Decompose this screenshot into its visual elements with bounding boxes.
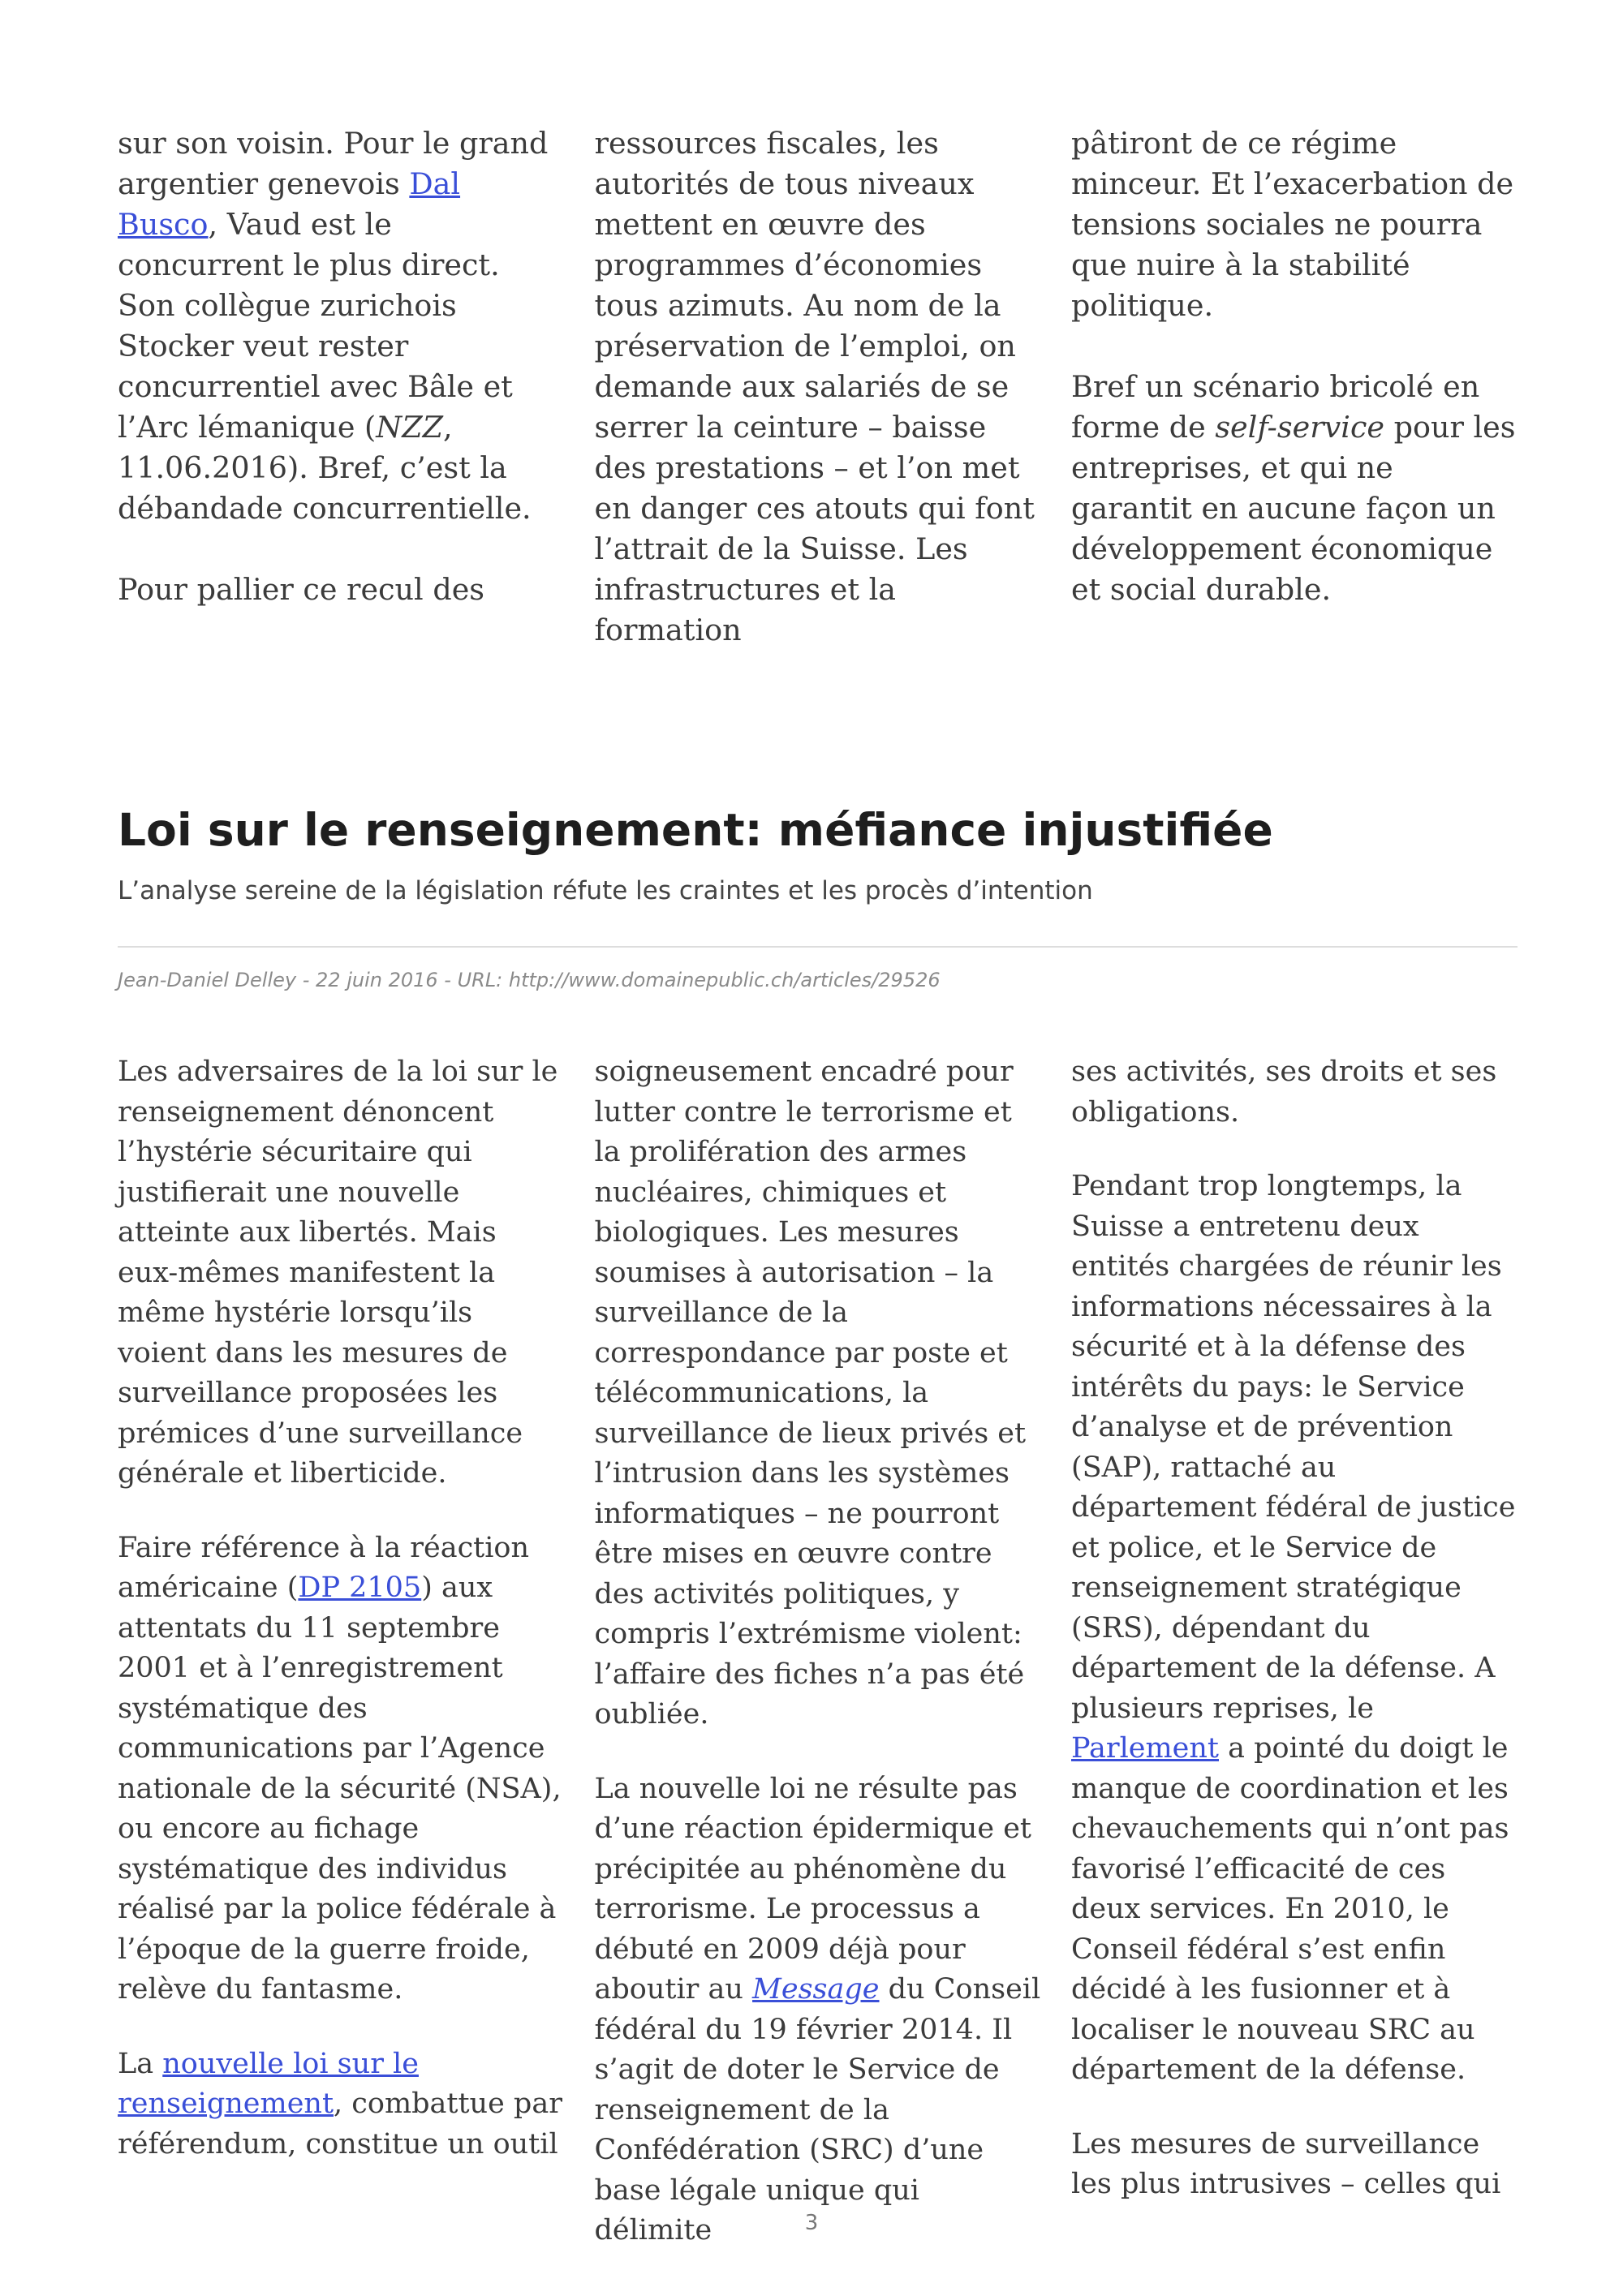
paragraph: Les mesures de surveillance les plus intrusives – celles qui [1071,2127,1501,2200]
text-column-1 [118,123,564,651]
link-dal-busco[interactable]: Dal Busco [118,166,461,242]
text-column-3 [1071,123,1518,651]
paragraph: ressources fiscales, les autorités de tous niveaux mettent en œuvre des programmes d’économies tous azimuts. Au nom de la préservation de l’emploi, on demande aux salariés de se serrer la ceinture – baisse des prestations – et l’on met en danger ces atouts qui font l’attrait de la Suisse. Les infrastructures et la formation [594,126,1035,647]
paragraph: ses activités, ses droits et ses obligations. [1071,1056,1497,1129]
divider [118,946,1518,948]
paragraph: Faire référence à la réaction américaine (DP 2105) aux attentats du 11 septembre 2001 et à l’enregistrement systématique des communications par l’Agence nationale de la sécurité (NSA), ou encore au fichage systématique des individus réalisé par la police fédérale à l’époque de la guerre froide, relève du fantasme. [118,1531,562,2006]
link-nouvelle-loi[interactable]: nouvelle loi sur le renseignement [118,2047,419,2120]
paragraph: La nouvelle loi sur le renseignement, combattue par référendum, constitue un outil [118,2047,562,2161]
text-column-1 [118,1052,564,2285]
emphasis: self-service [1215,410,1384,445]
article-body [118,1052,1518,2285]
paragraph: soigneusement encadré pour lutter contre le terrorisme et la prolifération des armes nucléaires, chimiques et biologiques. Les mesures soumises à autorisation – la surveillance de la correspondance par poste et télécommunications, la surveillance de lieux privés et l’intrusion dans les systèmes informatiques – ne pourront être mises en œuvre contre des activités politiques, y compris l’extrémisme violent: l’affaire des fiches n’a pas été oubliée. [594,1056,1027,1731]
article-title: Loi sur le renseignement: méfiance injustifiée [118,804,1273,856]
link-dp-2105[interactable]: DP 2105 [298,1572,422,1604]
paragraph: Pendant trop longtemps, la Suisse a entretenu deux entités chargées de réunir les informations nécessaires à la sécurité et à la défense des intérêts du pays: le Service d’analyse et de prévention (SAP), rattaché au département fédéral de justice et police, et le Service de renseignement stratégique (SRS), dépendant du département de la défense. A plusieurs reprises, le Parlement a pointé du doigt le manque de coordination et les chevauchements qui n’ont pas favorisé l’efficacité de ces deux services. En 2010, le Conseil fédéral s’est enfin décidé à les fusionner et à localiser le nouveau SRC au département de la défense. [1071,1170,1516,2086]
paragraph: Les adversaires de la loi sur le renseignement dénoncent l’hystérie sécuritaire qui justifierait une nouvelle atteinte aux libertés. Mais eux-mêmes manifestent la même hystérie lorsqu’ils voient dans les mesures de surveillance proposées les prémices d’une surveillance générale et liberticide. [118,1056,558,1490]
page-number: 3 [804,2211,819,2235]
link-message[interactable]: Message [752,1973,880,2006]
paragraph: pâtiront de ce régime minceur. Et l’exacerbation de tensions sociales ne pourra que nuire à la stabilité politique. [1071,126,1514,323]
text-column-2 [595,123,1041,651]
article-subtitle: L’analyse sereine de la législation réfute les craintes et les procès d’intention [118,876,1093,905]
article-meta: Jean-Daniel Delley - 22 juin 2016 - URL: http://www.domainepublic.ch/articles/29526 [118,969,941,991]
previous-article-continuation [118,123,1518,651]
link-parlement[interactable]: Parlement [1071,1732,1219,1765]
paragraph: La nouvelle loi ne résulte pas d’une réaction épidermique et précipitée au phénomène du terrorisme. Le processus a débuté en 2009 déjà pour aboutir au Message du Conseil fédéral du 19 février 2014. Il s’agit de doter le Service de renseignement de la Confédération (SRC) d’une base légale unique qui délimite [594,1772,1041,2247]
paragraph: Pour pallier ce recul des [118,572,485,607]
text-column-3 [1071,1052,1518,2285]
publication-name: NZZ [376,410,443,445]
paragraph: sur son voisin. Pour le grand argentier genevois Dal Busco, Vaud est le concurrent le plus direct. Son collègue zurichois Stocker veut rester concurrentiel avec Bâle et l’Arc lémanique (NZZ, 11.06.2016). Bref, c’est la débandade concurrentielle. [118,126,549,526]
text-column-2 [595,1052,1041,2285]
paragraph: Bref un scénario bricolé en forme de self-service pour les entreprises, et qui ne garantit en aucune façon un développement économique et social durable. [1071,369,1516,607]
